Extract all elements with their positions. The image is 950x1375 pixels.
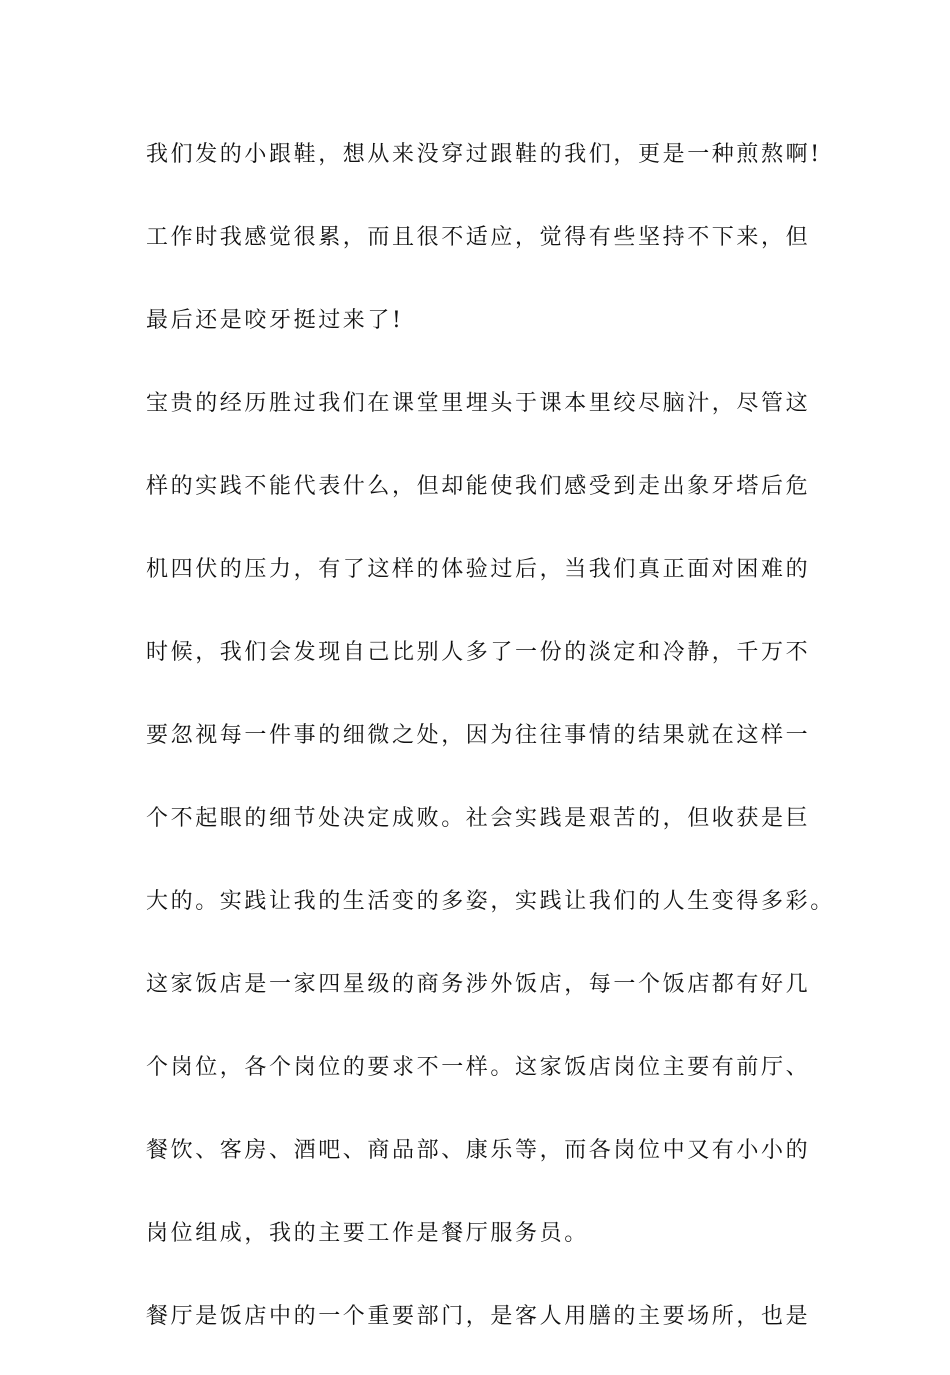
text-line: 餐饮、客房、酒吧、商品部、康乐等，而各岗位中又有小小的 xyxy=(146,1138,811,1163)
text-line: 个岗位，各个岗位的要求不一样。这家饭店岗位主要有前厅、 xyxy=(146,1055,811,1080)
text-line: 宝贵的经历胜过我们在课堂里埋头于课本里绞尽脑汁，尽管这 xyxy=(146,391,811,416)
text-line: 岗位组成，我的主要工作是餐厅服务员。 xyxy=(146,1221,589,1246)
text-line: 餐厅是饭店中的一个重要部门，是客人用膳的主要场所，也是 xyxy=(146,1304,811,1329)
text-line: 最后还是咬牙挺过来了! xyxy=(146,308,404,333)
text-line: 样的实践不能代表什么，但却能使我们感受到走出象牙塔后危 xyxy=(146,474,811,499)
text-line: 大的。实践让我的生活变的多姿，实践让我们的人生变得多彩。 xyxy=(146,889,835,914)
text-line: 时候，我们会发现自己比别人多了一份的淡定和冷静，千万不 xyxy=(146,640,811,665)
document-body xyxy=(146,130,835,1375)
text-line: 我们发的小跟鞋，想从来没穿过跟鞋的我们，更是一种煎熬啊! xyxy=(146,142,822,167)
text-line: 个不起眼的细节处决定成败。社会实践是艰苦的，但收获是巨 xyxy=(146,806,811,831)
text-line: 这家饭店是一家四星级的商务涉外饭店，每一个饭店都有好几 xyxy=(146,972,811,997)
text-line: 工作时我感觉很累，而且很不适应，觉得有些坚持不下来，但 xyxy=(146,225,811,250)
text-line: 要忽视每一件事的细微之处，因为往往事情的结果就在这样一 xyxy=(146,723,811,748)
text-line: 机四伏的压力，有了这样的体验过后，当我们真正面对困难的 xyxy=(146,557,811,582)
